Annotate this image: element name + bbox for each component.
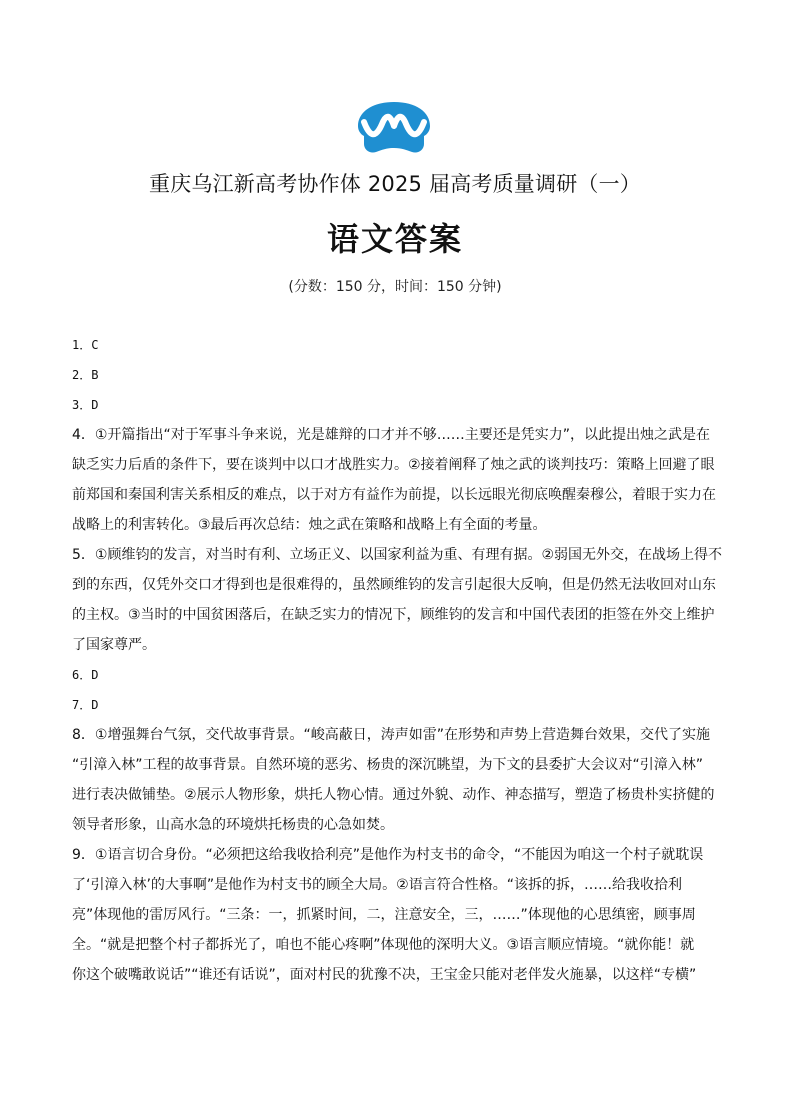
answer-5: [72, 540, 723, 660]
answer-line: 的主权。③当时的中国贫困落后，在缺乏实力的情况下，顾维钧的发言和中国代表团的拒签在外交上维护: [72, 607, 715, 623]
answer-6: 6．D: [72, 668, 99, 682]
answer-line: 4．①开篇指出“对于军事斗争来说，光是雄辩的口才并不够……主要还是凭实力”，以此提出烛之武是在: [72, 427, 710, 443]
answer-line: 亮”体现他的雷厉风行。“三条：一，抓紧时间，二，注意安全，三，……”体现他的心思缜密，顾事周: [72, 907, 696, 923]
page-title: 重庆乌江新高考协作体 2025 届高考质量调研（一）: [149, 172, 641, 196]
answer-line: 缺乏实力后盾的条件下，要在谈判中以口才战胜实力。②接着阐释了烛之武的谈判技巧：策略上回避了眼: [72, 457, 715, 473]
answer-line: 9．①语言切合身份。“必须把这给我收拾利亮”是他作为村支书的命令，“不能因为咱这一个村子就耽误: [72, 847, 704, 863]
answer-4: [72, 420, 720, 540]
answer-2: 2．B: [72, 368, 99, 382]
answer-line: 8．①增强舞台气氛，交代故事背景。“峻高蔽日，涛声如雷”在形势和声势上营造舞台效果，交代了实施: [72, 727, 710, 743]
logo-icon: [354, 100, 434, 156]
answer-line: 全。“就是把整个村子都拆光了，咱也不能心疼啊”体现他的深明大义。③语言顺应情境。“就你能！就: [72, 937, 695, 953]
answer-3: 3．D: [72, 398, 99, 412]
answer-line: 了‘引漳入林’的大事啊”是他作为村支书的顾全大局。②语言符合性格。“该拆的拆，……给我收拾利: [72, 877, 682, 893]
answer-9: [72, 840, 720, 990]
answer-list: [72, 330, 723, 990]
exam-meta: (分数：150 分，时间：150 分钟): [288, 279, 502, 295]
answer-line: 前郑国和秦国利害关系相反的难点，以于对方有益作为前提，以长远眼光彻底唤醒秦穆公，着眼于实力在: [72, 487, 716, 503]
answer-line: 领导者形象，山高水急的环境烘托杨贵的心急如焚。: [72, 817, 394, 833]
answer-line: 5．①顾维钧的发言，对当时有利、立场正义、以国家利益为重、有理有据。②弱国无外交，在战场上得不: [72, 547, 723, 563]
answer-line: 你这个破嘴敢说话”“谁还有话说”，面对村民的犹豫不决，王宝金只能对老伴发火施暴，以这样“专横”: [72, 967, 697, 983]
answer-1: 1．C: [72, 338, 99, 352]
answer-line: 到的东西，仅凭外交口才得到也是很难得的，虽然顾维钧的发言引起很大反响，但是仍然无法收回对山东: [72, 577, 716, 593]
answer-line: “引漳入林”工程的故事背景。自然环境的恶劣、杨贵的深沉眺望，为下文的县委扩大会议对“引漳入林”: [72, 757, 704, 773]
answer-8: [72, 720, 720, 840]
answer-line: 了国家尊严。: [72, 637, 156, 653]
answer-line: 进行表决做铺垫。②展示人物形象，烘托人物心情。通过外貌、动作、神态描写，塑造了杨贵朴实挤健的: [72, 787, 715, 803]
answer-line: 战略上的利害转化。③最后再次总结：烛之武在策略和战略上有全面的考量。: [72, 517, 547, 533]
subject-heading: 语文答案: [326, 220, 463, 258]
answer-7: 7．D: [72, 698, 99, 712]
